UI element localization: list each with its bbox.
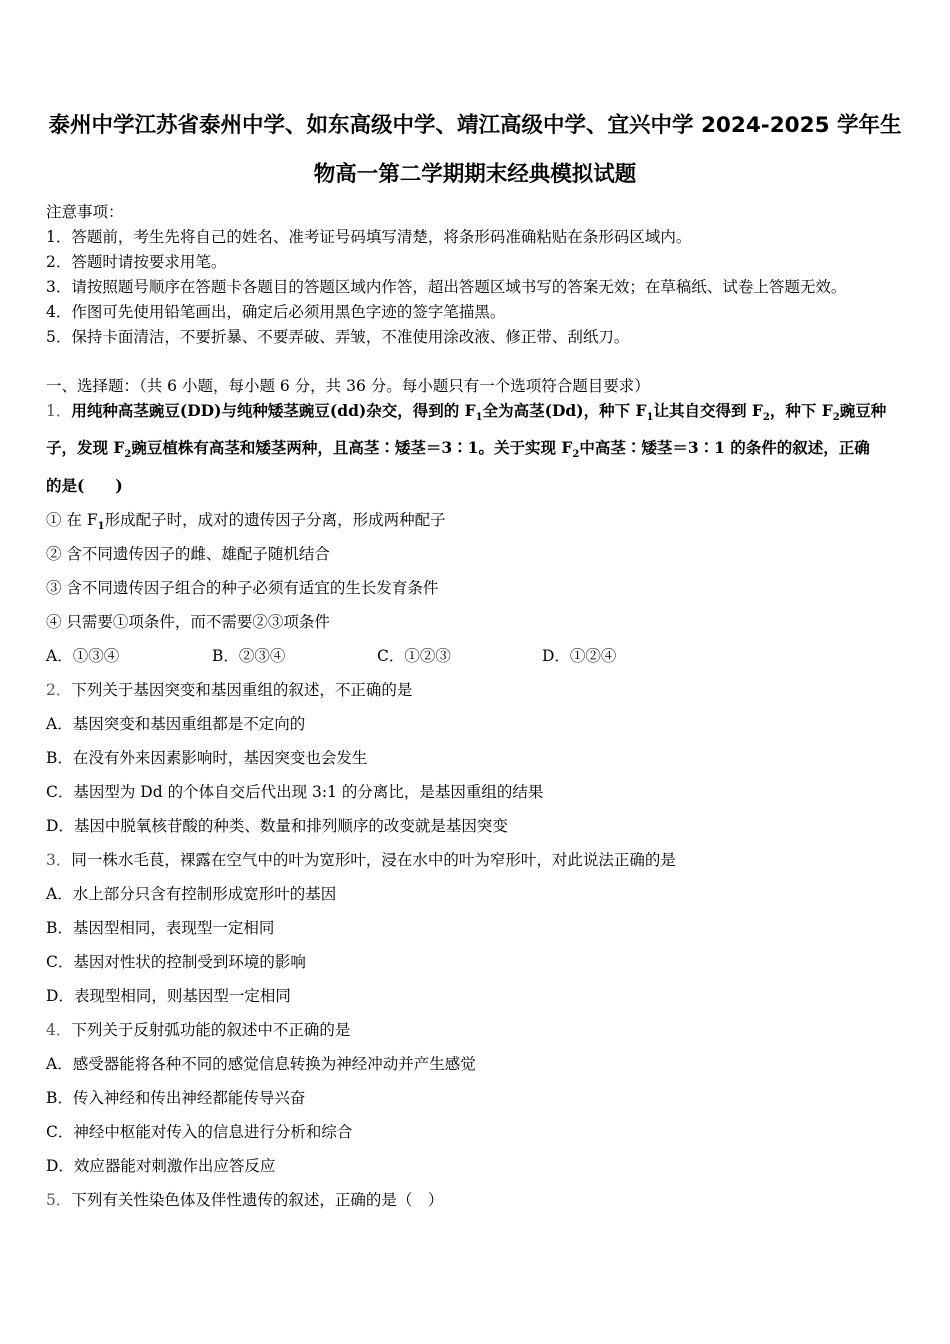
question-1-option-a: A．①③④ [46, 647, 120, 665]
question-number: 1． [46, 402, 72, 420]
question-number: 5． [46, 1191, 72, 1209]
question-1-condition-2: ② 含不同遗传因子的雌、雄配子随机结合 [46, 545, 330, 563]
question-1-stem-line-1: 1．用纯种高茎豌豆(DD)与纯种矮茎豌豆(dd)杂交，得到的 $F_1$全为高茎(Dd)，种下 $F_1$让其自交得到 $F_2$，种下 $F_2$豌豆种 [46, 401, 887, 424]
question-1-options [46, 645, 906, 667]
question-2-option-a: A．基因突变和基因重组都是不定向的 [46, 715, 306, 733]
question-number: 2． [46, 681, 72, 699]
notice-heading: 注意事项： [46, 203, 124, 221]
notice-item-1: 1．答题前，考生先将自己的姓名、准考证号码填写清楚，将条形码准确粘贴在条形码区域内。 [46, 228, 692, 246]
question-3-stem: 3．同一株水毛茛，裸露在空气中的叶为宽形叶，浸在水中的叶为窄形叶，对此说法正确的是 [46, 851, 676, 869]
question-2-option-d: D．基因中脱氧核苷酸的种类、数量和排列顺序的改变就是基因突变 [46, 817, 508, 835]
notice-item-2: 2．答题时请按要求用笔。 [46, 253, 227, 271]
question-1-option-b: B．②③④ [212, 647, 286, 665]
question-4-option-d: D．效应器能对刺激作出应答反应 [46, 1157, 276, 1175]
question-4-option-c: C．神经中枢能对传入的信息进行分析和综合 [46, 1123, 353, 1141]
question-1-condition-3: ③ 含不同遗传因子组合的种子必须有适宜的生长发育条件 [46, 579, 439, 597]
notice-item-5: 5．保持卡面清洁，不要折暴、不要弄破、弄皱，不准使用涂改液、修正带、刮纸刀。 [46, 328, 630, 346]
question-4-option-b: B．传入神经和传出神经都能传导兴奋 [46, 1089, 306, 1107]
question-2-stem: 2．下列关于基因突变和基因重组的叙述，不正确的是 [46, 681, 413, 699]
question-3-option-a: A．水上部分只含有控制形成宽形叶的基因 [46, 885, 337, 903]
question-3-option-d: D．表现型相同，则基因型一定相同 [46, 987, 291, 1005]
question-1-stem-line-3: 的是( ) [46, 476, 123, 495]
question-1-stem-line-2: 子，发现 $F_2$豌豆植株有高茎和矮茎两种，且高茎∶矮茎＝3∶1。关于实现 $F_2$中高茎∶矮茎＝3∶1 的条件的叙述，正确 [46, 438, 870, 461]
question-3-option-b: B．基因型相同，表现型一定相同 [46, 919, 275, 937]
question-4-stem: 4．下列关于反射弧功能的叙述中不正确的是 [46, 1021, 351, 1039]
notice-item-3: 3．请按照题号顺序在答题卡各题目的答题区域内作答，超出答题区域书写的答案无效；在草稿纸、试卷上答题无效。 [46, 278, 847, 296]
question-number: 3． [46, 851, 72, 869]
question-1-option-c: C．①②③ [377, 647, 451, 665]
question-4-option-a: A．感受器能将各种不同的感觉信息转换为神经冲动并产生感觉 [46, 1055, 476, 1073]
question-1-option-d: D．①②④ [542, 647, 617, 665]
question-number: 4． [46, 1021, 72, 1039]
section-heading: 一、选择题：（共 6 小题，每小题 6 分，共 36 分。每小题只有一个选项符合题目要求） [46, 377, 650, 395]
exam-title-line-2: 物高一第二学期期末经典模拟试题 [313, 162, 637, 187]
question-1-condition-1: ① 在 $F_1$形成配子时，成对的遗传因子分离，形成两种配子 [46, 511, 446, 533]
notice-item-4: 4．作图可先使用铅笔画出，确定后必须用黑色字迹的签字笔描黑。 [46, 303, 506, 321]
question-2-option-b: B．在没有外来因素影响时，基因突变也会发生 [46, 749, 368, 767]
question-3-option-c: C．基因对性状的控制受到环境的影响 [46, 953, 306, 971]
question-5-stem: 5．下列有关性染色体及伴性遗传的叙述，正确的是（ ） [46, 1191, 444, 1209]
question-2-option-c: C．基因型为 Dd 的个体自交后代出现 3:1 的分离比，是基因重组的结果 [46, 783, 544, 801]
question-1-condition-4: ④ 只需要①项条件，而不需要②③项条件 [46, 613, 330, 631]
exam-title-line-1: 泰州中学江苏省泰州中学、如东高级中学、靖江高级中学、宜兴中学 2024-2025 学年生 [48, 113, 902, 138]
